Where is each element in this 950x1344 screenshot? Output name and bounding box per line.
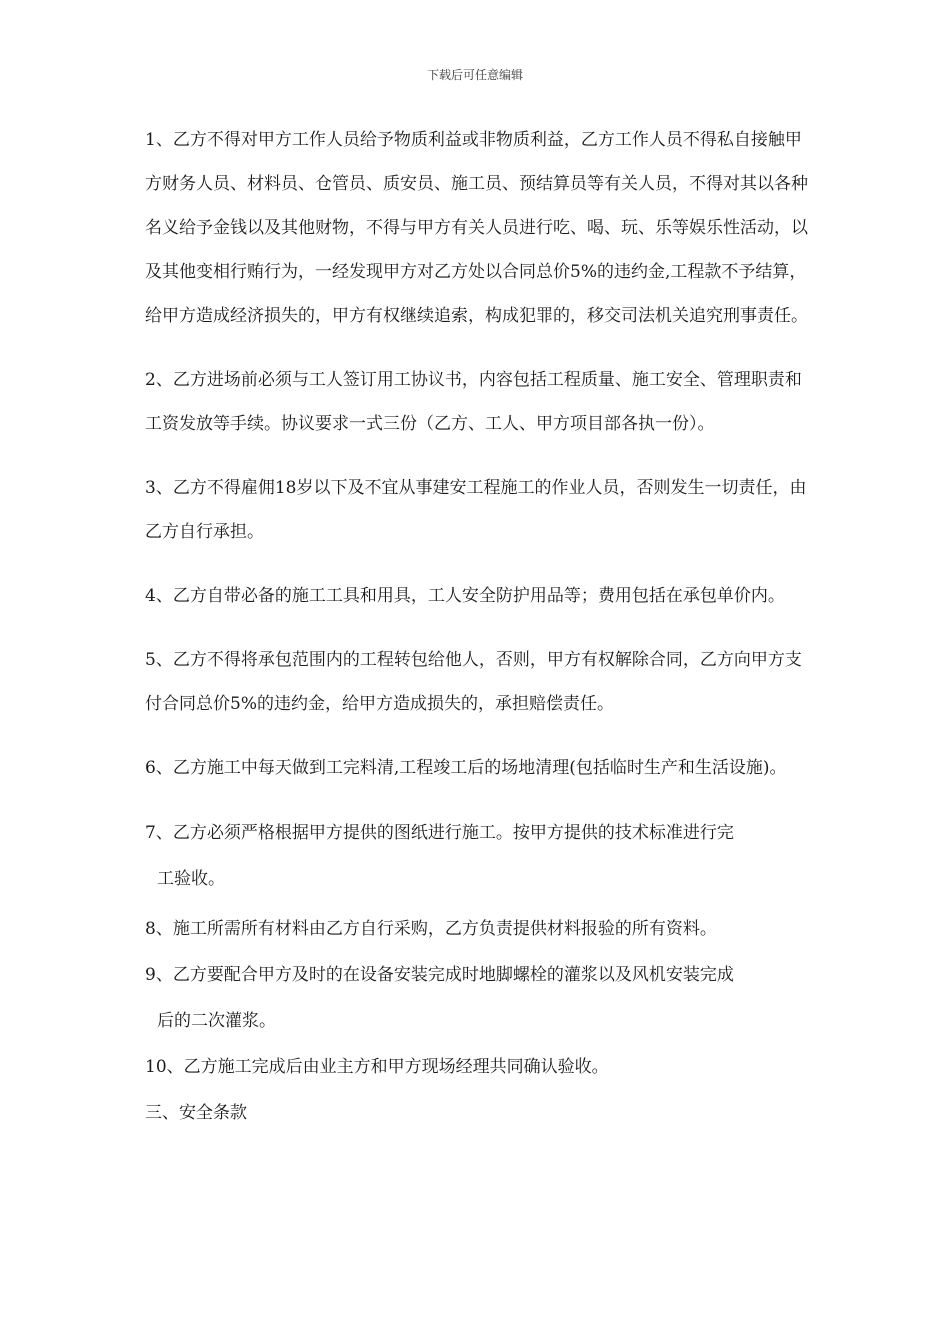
clause-3: 3、乙方不得雇佣18岁以下及不宜从事建安工程施工的作业人员，否则发生一切责任，由乙方自行承担。 bbox=[145, 478, 807, 542]
clause-7-line-2: 工验收。 bbox=[157, 869, 225, 889]
clause-9-line-1: 9、乙方要配合甲方及时的在设备安装完成时地脚螺栓的灌浆以及风机安装完成 bbox=[145, 965, 734, 985]
clause-1: 1、乙方不得对甲方工作人员给予物质利益或非物质利益，乙方工作人员不得私自接触甲方财务人员、材料员、仓管员、质安员、施工员、预结算员等有关人员，不得对其以各种名义给予金钱以及其他财物，不得与甲方有关人员进行吃、喝、玩、乐等娱乐性活动，以及其他变相行贿行为，一经发现甲方对乙方处以合同总价5%的违约金,工程款不予结算，给甲方造成经济损失的，甲方有权继续追索，构成犯罪的，移交司法机关追究刑事责任。 bbox=[145, 130, 808, 326]
clause-9-line-2: 后的二次灌浆。 bbox=[157, 1011, 276, 1031]
clause-6: 6、乙方施工中每天做到工完料清,工程竣工后的场地清理(包括临时生产和生活设施)。 bbox=[145, 758, 787, 778]
section-heading-safety: 三、安全条款 bbox=[145, 1103, 247, 1123]
clause-10: 10、乙方施工完成后由业主方和甲方现场经理共同确认验收。 bbox=[145, 1057, 609, 1077]
page-header: 下载后可任意编辑 bbox=[426, 68, 523, 82]
clause-8: 8、施工所需所有材料由乙方自行采购，乙方负责提供材料报验的所有资料。 bbox=[145, 919, 717, 939]
clause-5: 5、乙方不得将承包范围内的工程转包给他人，否则，甲方有权解除合同，乙方向甲方支付合同总价5%的违约金，给甲方造成损失的，承担赔偿责任。 bbox=[145, 650, 802, 714]
clause-9 bbox=[145, 952, 810, 1044]
document-body bbox=[145, 118, 810, 1136]
clause-7 bbox=[145, 810, 810, 902]
clause-2: 2、乙方进场前必须与工人签订用工协议书，内容包括工程质量、施工安全、管理职责和工资发放等手续。协议要求一式三份（乙方、工人、甲方项目部各执一份）。 bbox=[145, 370, 802, 434]
clause-7-line-1: 7、乙方必须严格根据甲方提供的图纸进行施工。按甲方提供的技术标准进行完 bbox=[145, 823, 734, 843]
clause-4: 4、乙方自带必备的施工工具和用具，工人安全防护用品等；费用包括在承包单价内。 bbox=[145, 586, 785, 606]
